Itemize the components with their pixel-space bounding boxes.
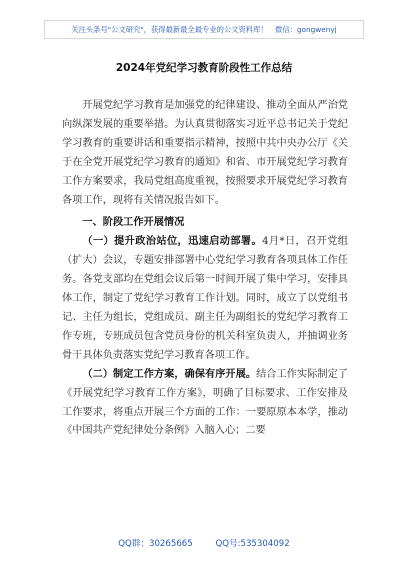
- subsection-text-1: 4月*日，召开党组（扩大）会议，专题安排部署中心党纪学习教育各项具体工作任务。各党支部均在党组会议后第一时间开展了集中学习，安排具体工作，制定了党纪学习教育工作计划。同时，成立了以党组书记、主任为组长，党组成员、副主任为副组长的党纪学习教育工作专班，专班成员包含党员身份的机关科室负责人，并抽调业务骨干具体负责落实党纪学习教育各项工作。: [62, 236, 348, 361]
- footer-qq-number: QQ号:535304092: [215, 539, 290, 549]
- subsection-heading-1: （一）提升政治站位，迅速启动部署。: [82, 236, 263, 248]
- subsection-paragraph-1: [62, 233, 348, 365]
- intro-paragraph: 开展党纪学习教育是加强党的纪律建设、推动全面从严治党向纵深发展的重要举措。为认真贯彻落实习近平总书记关于党纪学习教育的重要讲话和重要指示精神，按照中共中央办公厅《关于在全党开展党纪学习教育的通知》和省、市开展党纪学习教育工作方案要求，我局党组高度重视，按照要求开展党纪学习教育各项工作，现将有关情况报告如下。: [62, 100, 348, 206]
- section-heading: 一、阶段工作开展情况: [82, 217, 185, 229]
- subsection-text-2: 结合工作实际制定了《开展党纪学习教育工作方案》，明确了目标要求、工作安排及工作要求，将重点开展三个方面的工作：一要原原本本学，推动《中国共产党纪律处分条例》入脑入心；二要: [62, 368, 348, 437]
- header-banner: 关注头条号"公文研究"，获得最新最全最专业的公文资料库！ 微信：gongwenyj: [44, 20, 364, 39]
- footer-qq-group: QQ群：30265665: [118, 539, 193, 549]
- subsection-paragraph-2: [62, 366, 348, 442]
- footer: [0, 537, 408, 549]
- subsection-heading-2: （二）制定工作方案，确保有序开展。: [82, 368, 257, 380]
- document-body: [62, 97, 348, 441]
- document-title: 2024年党纪学习教育阶段性工作总结: [115, 62, 293, 74]
